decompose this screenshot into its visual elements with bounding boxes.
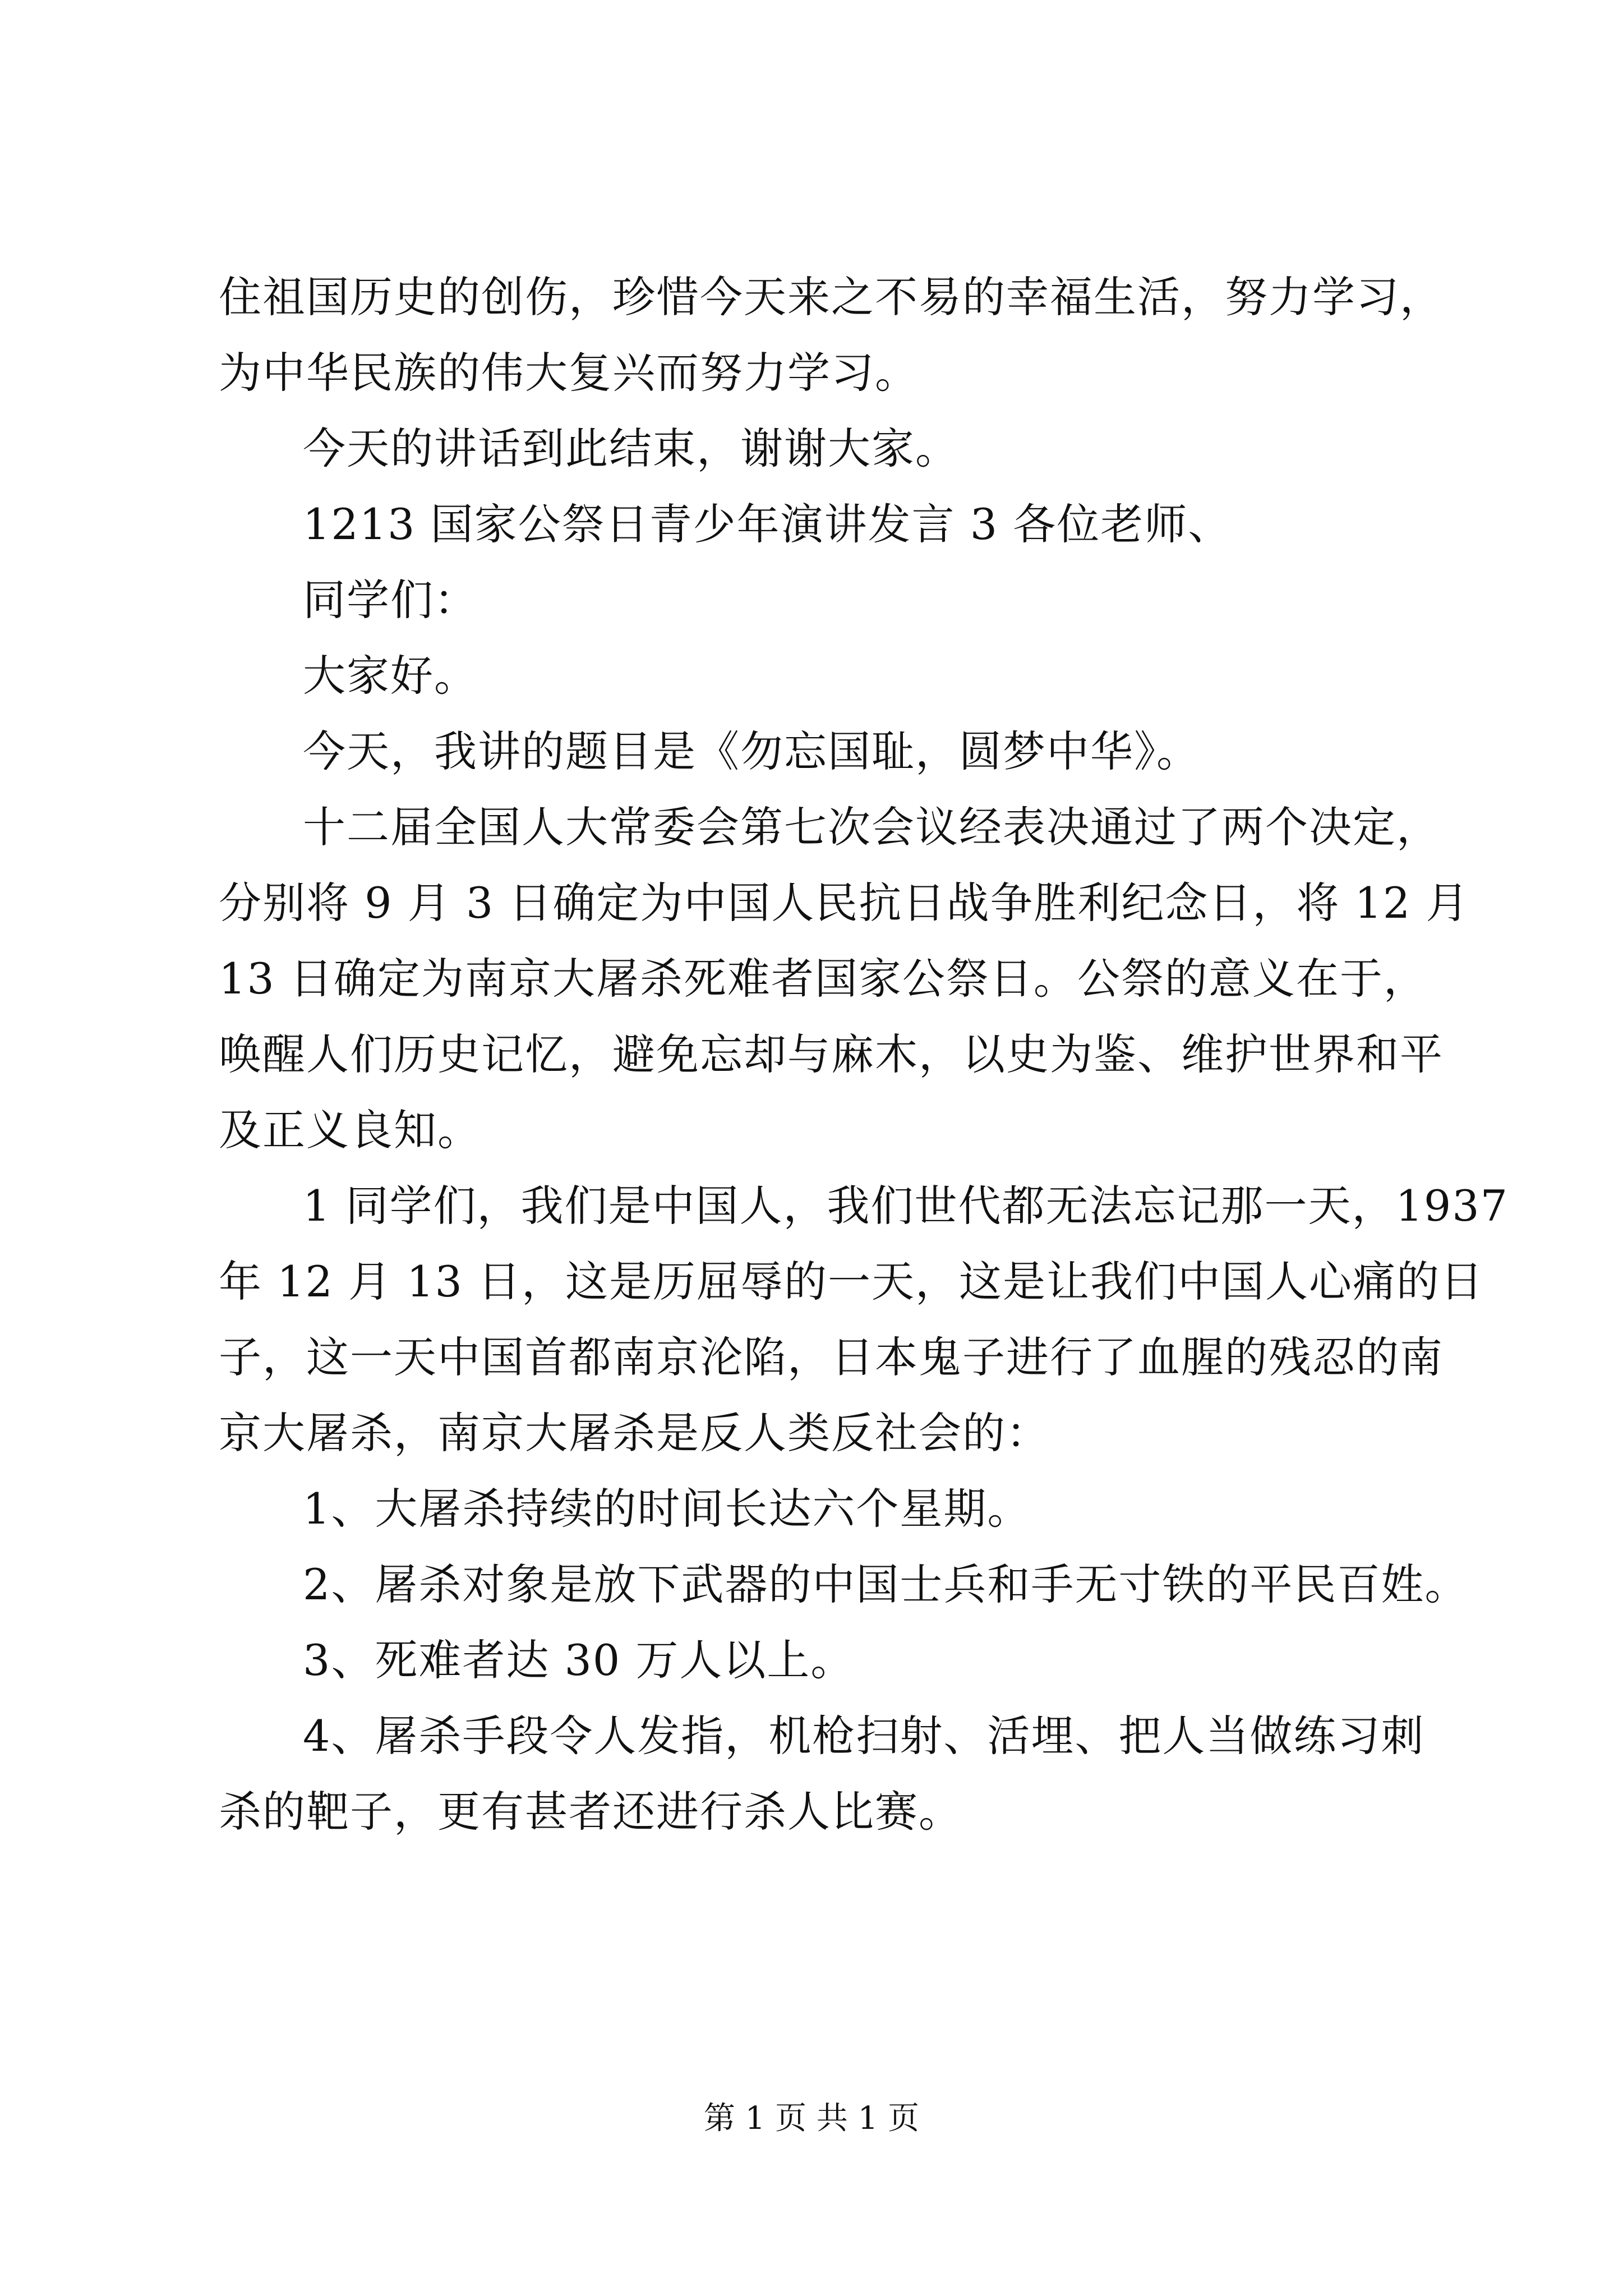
page-footer: 第 1 页 共 1 页 — [703, 2100, 920, 2137]
body-line: 年 12 月 13 日，这是历屈辱的一天，这是让我们中国人心痛的日 — [219, 1257, 1484, 1306]
list-item: 4、屠杀手段令人发指，机枪扫射、活埋、把人当做练习刺 — [303, 1711, 1425, 1761]
body-line: 子，这一天中国首都南京沦陷，日本鬼子进行了血腥的残忍的南 — [219, 1332, 1444, 1382]
list-item: 3、死难者达 30 万人以上。 — [303, 1635, 855, 1685]
body-line: 唤醒人们历史记忆，避免忘却与麻木，以史为鉴、维护世界和平 — [219, 1029, 1444, 1079]
body-line: 同学们： — [303, 575, 478, 625]
list-item: 2、屠杀对象是放下武器的中国士兵和手无寸铁的平民百姓。 — [303, 1559, 1469, 1609]
body-line: 13 日确定为南京大屠杀死难者国家公祭日。公祭的意义在于， — [219, 954, 1427, 1004]
body-line: 大家好。 — [303, 651, 478, 701]
body-line: 京大屠杀，南京大屠杀是反人类反社会的： — [219, 1408, 1050, 1458]
body-line: 1 同学们，我们是中国人，我们世代都无法忘记那一天，1937 — [303, 1181, 1509, 1231]
list-item: 1、大屠杀持续的时间长达六个星期。 — [303, 1484, 1031, 1534]
body-line: 分别将 9 月 3 日确定为中国人民抗日战争胜利纪念日，将 12 月 — [219, 878, 1470, 928]
body-line: 1213 国家公祭日青少年演讲发言 3 各位老师、 — [303, 499, 1232, 549]
body-line: 为中华民族的伟大复兴而努力学习。 — [219, 348, 919, 398]
list-item: 杀的靶子，更有甚者还进行杀人比赛。 — [219, 1787, 962, 1837]
body-line: 住祖国历史的创伤，珍惜今天来之不易的幸福生活，努力学习， — [219, 272, 1444, 322]
body-line: 今天的讲话到此结束，谢谢大家。 — [303, 424, 959, 473]
body-line: 及正义良知。 — [219, 1105, 481, 1155]
body-line: 十二届全国人大常委会第七次会议经表决通过了两个决定， — [303, 802, 1440, 852]
body-line: 今天，我讲的题目是《勿忘国耻，圆梦中华》。 — [303, 726, 1200, 776]
